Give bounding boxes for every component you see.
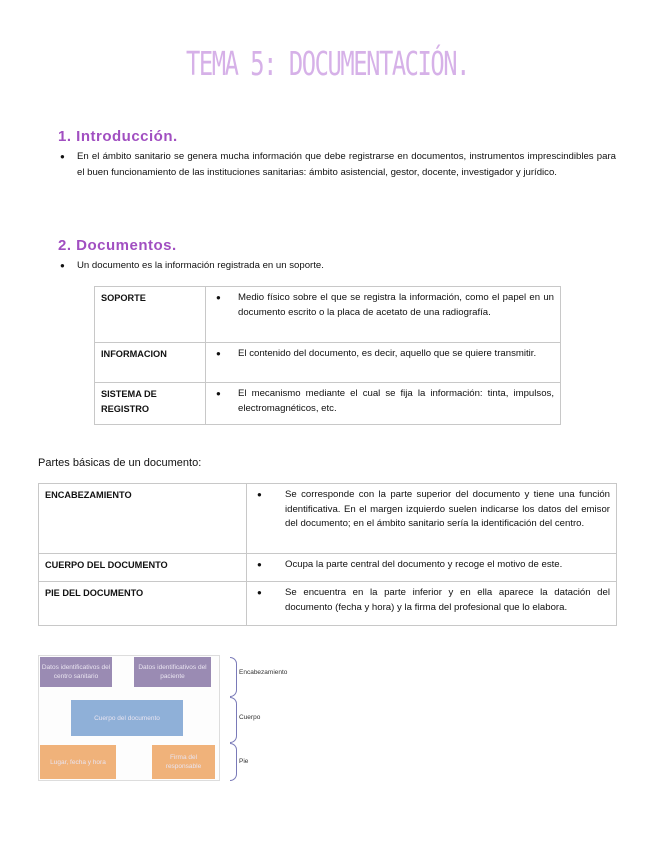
- table-key: INFORMACION: [95, 343, 206, 383]
- table-row: [39, 582, 617, 626]
- document-elements-table: [94, 286, 561, 425]
- document-structure-diagram: [38, 655, 293, 783]
- intro-paragraph: [60, 149, 616, 181]
- box-datos-paciente: Datos identificativos del paciente: [134, 657, 211, 687]
- bullet-icon: ●: [216, 293, 221, 302]
- box-lugar-fecha: Lugar, fecha y hora: [40, 745, 116, 779]
- section-heading-documentos: 2. Documentos.: [58, 237, 177, 254]
- table-value: ● Ocupa la parte central del documento y recoge el motivo de este.: [247, 554, 617, 582]
- box-cuerpo: Cuerpo del documento: [71, 700, 183, 736]
- brace-pie: [230, 743, 237, 781]
- table-key: SISTEMA DE REGISTRO: [95, 383, 206, 425]
- label-encabezamiento: Encabezamiento: [239, 669, 288, 676]
- label-cuerpo: Cuerpo: [239, 714, 261, 721]
- table-value: ● El mecanismo mediante el cual se fija la información: tinta, impulsos, electromagnéticos, etc.: [206, 383, 561, 425]
- documentos-paragraph: [60, 258, 616, 274]
- table-key: ENCABEZAMIENTO: [39, 484, 247, 554]
- table-row: [95, 343, 561, 383]
- table-row: [95, 383, 561, 425]
- table-value: ● Se corresponde con la parte superior del documento y tiene una función identificativa. En el margen izquierdo suelen indicarse los datos del emisor del documento; en el ámbito sanitario sería la identificación del centro.: [247, 484, 617, 554]
- documentos-text: Un documento es la información registrada en un soporte.: [77, 260, 324, 271]
- bullet-icon: ●: [60, 261, 65, 270]
- page-title: TEMA 5: DOCUMENTACIÓN.: [185, 44, 470, 83]
- table-key: SOPORTE: [95, 287, 206, 343]
- intro-text: En el ámbito sanitario se genera mucha información que debe registrarse en documentos, instrumentos imprescindibles para el buen funcionamiento de las instituciones sanitarias: ámbito asistencial, gestor, docente, investigador y jurídico.: [77, 151, 616, 178]
- box-datos-centro: Datos identificativos del centro sanitario: [40, 657, 112, 687]
- section-heading-introduccion: 1. Introducción.: [58, 128, 178, 145]
- table-key: PIE DEL DOCUMENTO: [39, 582, 247, 626]
- bullet-icon: ●: [216, 349, 221, 358]
- table-row: [39, 554, 617, 582]
- box-firma: Firma del responsable: [152, 745, 215, 779]
- brace-encabezamiento: [230, 657, 237, 697]
- bullet-icon: ●: [257, 560, 262, 569]
- bullet-icon: ●: [60, 152, 65, 161]
- table-value: ● El contenido del documento, es decir, aquello que se quiere transmitir.: [206, 343, 561, 383]
- parts-heading: Partes básicas de un documento:: [38, 457, 202, 469]
- document-parts-table: [38, 483, 617, 626]
- bullet-icon: ●: [216, 389, 221, 398]
- bullet-icon: ●: [257, 588, 262, 597]
- brace-cuerpo: [230, 697, 237, 743]
- table-key: CUERPO DEL DOCUMENTO: [39, 554, 247, 582]
- table-value: ● Medio físico sobre el que se registra la información, como el papel en un documento escrito o la placa de acetato de una radiografía.: [206, 287, 561, 343]
- table-row: [39, 484, 617, 554]
- label-pie: Pie: [239, 758, 249, 765]
- table-row: [95, 287, 561, 343]
- table-value: ● Se encuentra en la parte inferior y en ella aparece la datación del documento (fecha y hora) y la firma del profesional que lo elabora.: [247, 582, 617, 626]
- bullet-icon: ●: [257, 490, 262, 499]
